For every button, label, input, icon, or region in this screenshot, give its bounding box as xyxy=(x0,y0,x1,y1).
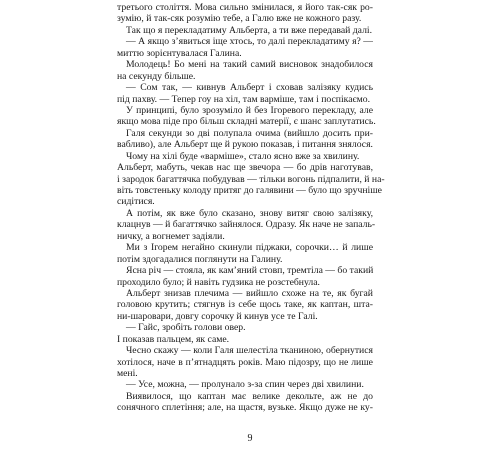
text-line: проходило було; й навіть гудзика не розстебнула. xyxy=(117,276,320,288)
text-line: Чесно скажу — коли Галя шелестіла тканиною, обернутися xyxy=(126,345,373,357)
text-line: ничку, а вогнемет задіяли. xyxy=(117,230,225,242)
text-line: Альберт знизав плечима — вийшло схоже на те, як бугай xyxy=(126,287,373,299)
text-line: вабливо), але Альберт ще й рукою показав, і питання зняло́ся. xyxy=(117,139,373,151)
page-body-text xyxy=(117,2,385,414)
text-line: на секунду більше. xyxy=(117,70,196,82)
text-line: У принципі, було зрозуміло й без Ігоревого перекладу, але xyxy=(126,104,373,116)
text-line: — Сом так, — кивнув Альберт і сховав залізяку кудись xyxy=(126,82,373,94)
text-line: Ми з Ігорем негайно скинули піджаки, сорочки… й лише xyxy=(126,242,373,254)
text-line: — А якщо з’явиться іще хтось, то далі перекладатиму я? — xyxy=(126,36,373,48)
text-line: якщо мова піде про більш складні матерії, є шанс заплутатись. xyxy=(117,116,376,128)
text-line: — Гайс, зробіть голови овер. xyxy=(126,322,246,334)
text-line: зумію, й так-сяк розумію тебе, а Галю вже не кожного разу. xyxy=(117,13,362,25)
text-line: Виявилося, що каптан має велике декольте, аж не до xyxy=(126,390,373,402)
text-line: потім здогадалися поглянути на Галину. xyxy=(117,253,283,265)
text-line: Альберт, мабуть, чекав нас ще звечора — бо дрів наготував, xyxy=(117,162,373,174)
text-line: А потім, як вже було сказано, знову витяг свою залізяку, xyxy=(126,207,373,219)
text-line: сонячного сплетіння; але, на щастя, вузьке. Якщо дуже не ку- xyxy=(117,402,373,414)
text-line: клацнув — й багаттячко зайнялося. Одразу. Як наче не запаль- xyxy=(117,219,376,231)
page-number: 9 xyxy=(247,433,253,444)
text-line: Чому на хілі буде «варміше», стало ясно вже за хвилину. xyxy=(126,150,360,162)
text-line: під пахву. — Тепер гоу на хіл, там варміше, там і поспікаємо. xyxy=(117,93,371,105)
text-line: Ясна річ — стояла, як кам’яний стовп, тремтіла — бо такий xyxy=(126,265,374,277)
text-line: третього століття. Мова сильно змінилася, я його так-сяк ро- xyxy=(117,2,373,13)
text-line: віть товстеньку колоду притяг до галявини — було що зручніше xyxy=(117,185,382,196)
text-line: Молодець! Бо мені на такий самий висновок знадобилося xyxy=(126,59,373,71)
text-line: головою крутить; стягнув із себе щось таке, як каптан, шта- xyxy=(117,299,373,311)
text-line: — Усе, можна, — пролунало з-за спин через дві хвилини. xyxy=(126,379,364,391)
text-line: і зародок багаттячка побудував — тільки вогонь підпалити, й на- xyxy=(117,173,385,185)
text-line: миттю зорієнтувалася Галина. xyxy=(117,47,242,59)
text-line: Так що я перекладатиму Альберта, а ти вже передавай далі. xyxy=(126,24,373,36)
text-line: хотілося, наче в п’ятнадцять років. Маю підозру, що не лише xyxy=(117,356,373,368)
text-line: мені. xyxy=(117,368,138,379)
text-line: І показав пальцем, як саме. xyxy=(117,333,230,345)
text-line: сидітися. xyxy=(117,196,155,208)
text-line: ни-шаровари, довгу сорочку й кинув усе те Галі. xyxy=(117,310,318,322)
text-line: Галя секунди зо дві полупала очима (вийшло досить при- xyxy=(126,127,373,139)
